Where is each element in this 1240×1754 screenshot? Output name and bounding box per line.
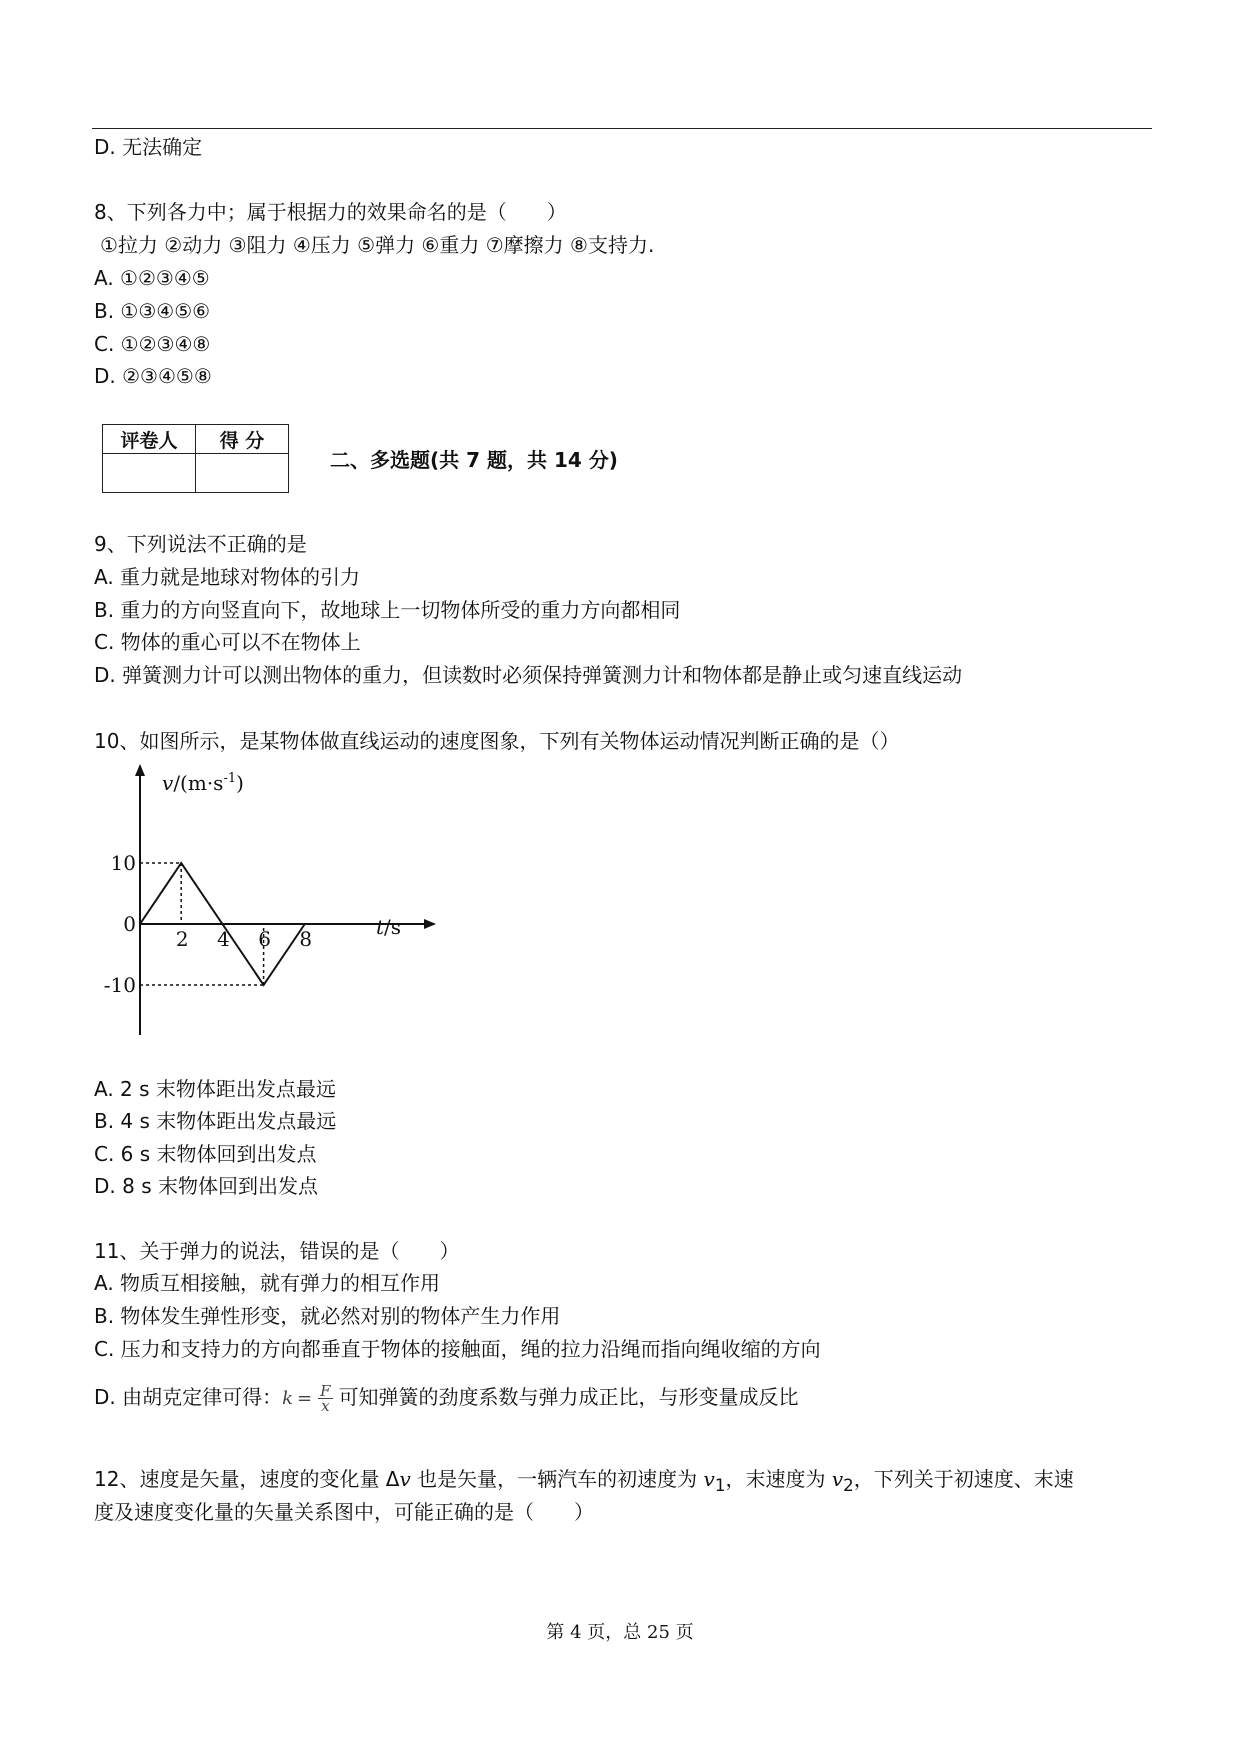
q10-option-b: B. 4 s 末物体距出发点最远 [94,1109,337,1133]
score-header: 得 分 [196,425,289,454]
q11-option-d-prefix: D. 由胡克定律可得： [94,1385,283,1409]
q11-option-b: B. 物体发生弹性形变，就必然对别的物体产生力作用 [94,1304,561,1328]
x-tick-label: 8 [299,927,313,951]
y-tick-label: -10 [104,973,136,997]
q11-option-a: A. 物质互相接触，就有弹力的相互作用 [94,1271,441,1295]
q11-option-c: C. 压力和支持力的方向都垂直于物体的接触面，绳的拉力沿绳而指向绳收缩的方向 [94,1337,821,1361]
q12-v1-symbol: v [703,1467,715,1491]
q12-line2: 度及速度变化量的矢量关系图中，可能正确的是（ ） [94,1500,594,1524]
formula-equals: = [297,1388,313,1409]
q8-stem: 8、下列各力中；属于根据力的效果命名的是（ ） [94,200,567,224]
velocity-time-chart [104,760,444,1050]
reviewer-header: 评卷人 [103,425,196,454]
section-title: 二、多选题(共 7 题，共 14 分) [330,448,618,472]
score-table [102,424,289,493]
q9-option-b: B. 重力的方向竖直向下，故地球上一切物体所受的重力方向都相同 [94,598,681,622]
q12-text-c: ，末速度为 [725,1467,832,1491]
q11-option-d [94,1380,799,1416]
q12-text-b: 也是矢量，一辆汽车的初速度为 [410,1467,704,1491]
q8-option-b: B. ①③④⑤⑥ [94,299,211,323]
q8-option-a: A. ①②③④⑤ [94,266,210,290]
y-tick-label: 10 [110,851,136,875]
q8-option-c: C. ①②③④⑧ [94,332,211,356]
q12-v2-symbol: v [831,1467,844,1491]
q12-v2-subscript: 2 [843,1476,854,1495]
q10-stem: 10、如图所示，是某物体做直线运动的速度图象，下列有关物体运动情况判断正确的是（） [94,729,900,753]
x-tick-label: 6 [258,927,271,951]
q12-text-d: ，下列关于初速度、末速 [853,1467,1074,1491]
q9-option-d: D. 弹簧测力计可以测出物体的重力，但读数时必须保持弹簧测力计和物体都是静止或匀速直线运动 [94,663,963,687]
q9-option-a: A. 重力就是地球对物体的引力 [94,565,361,589]
q9-stem: 9、下列说法不正确的是 [94,532,307,556]
q11-stem: 11、关于弹力的说法，错误的是（ ） [94,1239,460,1263]
formula-k: k [282,1388,294,1409]
page-footer: 第 4 页，总 25 页 [546,1622,694,1643]
q12-delta-v-symbol: v [399,1467,411,1491]
q10-option-c: C. 6 s 末物体回到出发点 [94,1142,317,1166]
formula-denominator: x [321,1397,330,1415]
q8-option-d: D. ②③④⑤⑧ [94,364,212,388]
y-tick-label: 0 [123,912,136,936]
q9-option-c: C. 物体的重心可以不在物体上 [94,630,361,654]
q10-option-a: A. 2 s 末物体距出发点最远 [94,1077,336,1101]
y-axis-label: $v/(m\cdot s^{-1})$ [162,771,244,795]
formula-fraction [318,1384,332,1413]
x-tick-label: 4 [217,927,230,951]
q12-text-a: 12、速度是矢量，速度的变化量 Δ [94,1467,400,1491]
reviewer-cell [103,454,196,493]
q10-option-d: D. 8 s 末物体回到出发点 [94,1174,318,1198]
q11-option-d-suffix: 可知弹簧的劲度系数与弹力成正比，与形变量成反比 [338,1385,799,1409]
x-tick-label: 2 [175,927,189,951]
q7-option-d: D. 无法确定 [94,135,203,159]
q12-line1 [94,1465,1074,1500]
x-axis-label: t/s [376,915,402,939]
score-cell [196,454,289,493]
header-rule [92,128,1152,129]
formula-numerator: F [320,1382,331,1400]
q8-items: ①拉力 ②动力 ③阻力 ④压力 ⑤弹力 ⑥重力 ⑦摩擦力 ⑧支持力. [100,233,655,257]
q12-v1-subscript: 1 [714,1476,726,1495]
